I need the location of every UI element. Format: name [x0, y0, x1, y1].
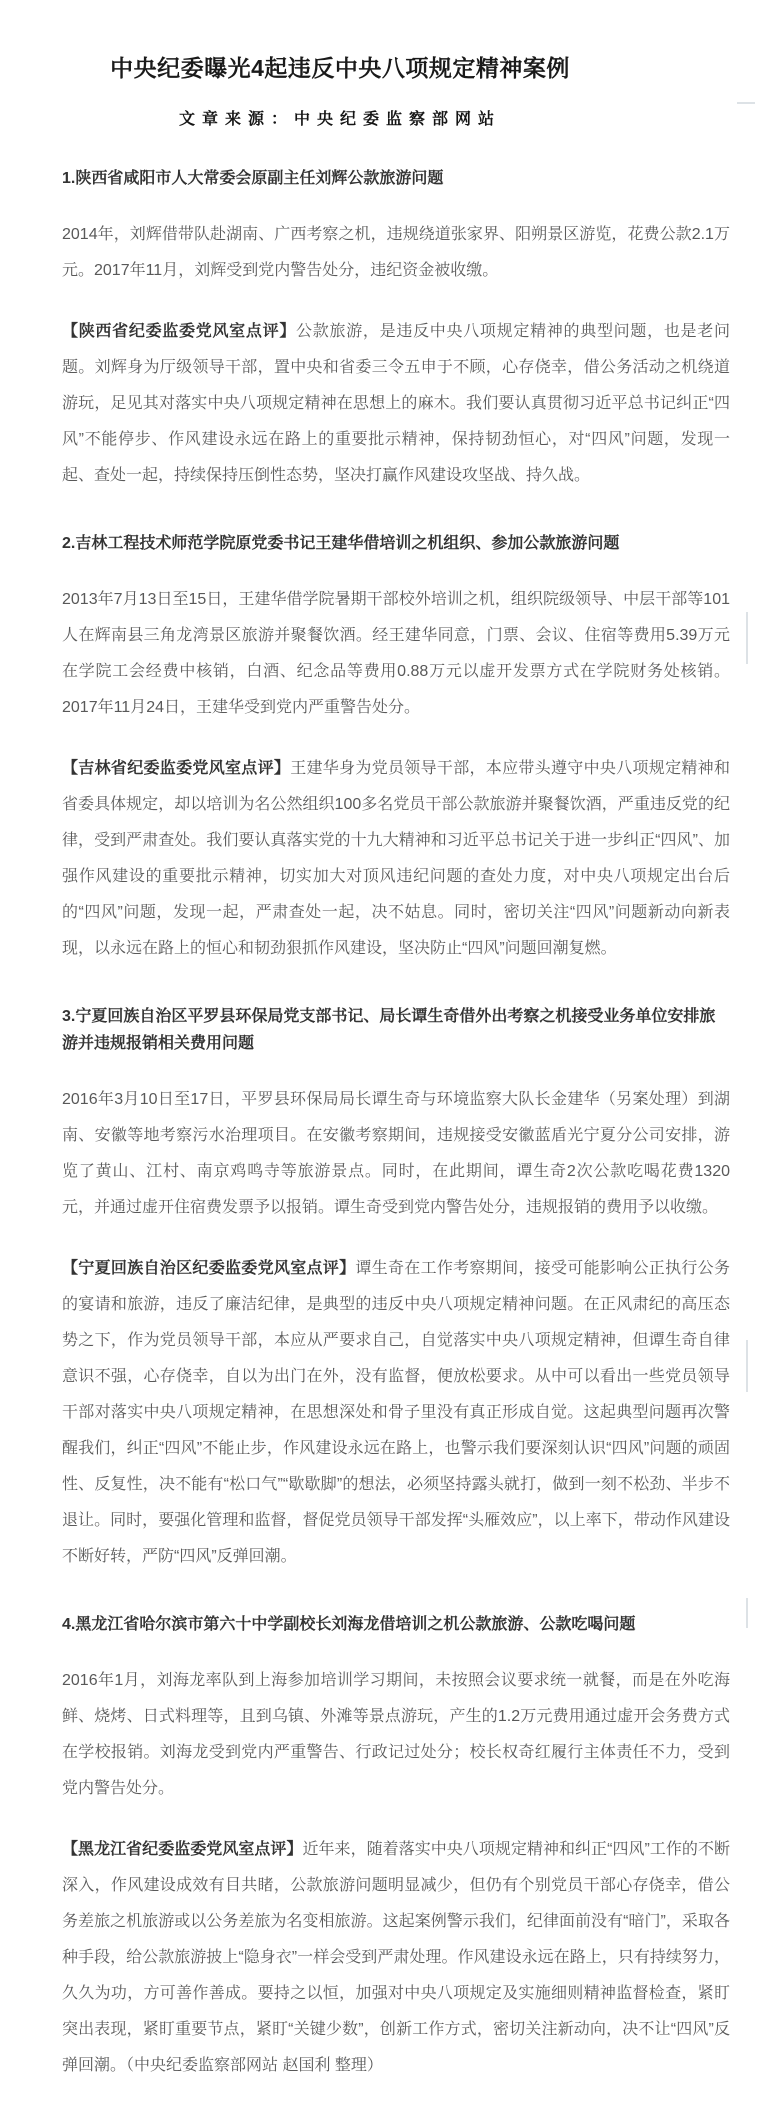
edge-artifact	[746, 612, 748, 664]
section-1-comment-label: 【陕西省纪委监委党风室点评】	[62, 323, 297, 340]
article-source: 文章来源：中央纪委监察部网站	[178, 109, 501, 128]
section-4-body: 2016年1月，刘海龙率队到上海参加培训学习期间，未按照会议要求统一就餐，而是在外吃海鲜、烧烤、日式料理等，且到乌镇、外滩等景点游玩，产生的1.2万元费用通过虚开会务费方式在学校报销。刘海龙受到党内严重警告、行政记过处分；校长权奇红履行主体责任不力，受到党内警告处分。	[62, 1672, 730, 1797]
section-2-comment	[62, 751, 730, 967]
section-2-heading: 2.吉林工程技术师范学院原党委书记王建华借培训之机组织、参加公款旅游问题	[62, 535, 620, 552]
section-4-comment-label: 【黑龙江省纪委监委党风室点评】	[62, 1841, 303, 1858]
edge-artifact	[737, 102, 755, 104]
section-4-comment-text: 近年来，随着落实中央八项规定精神和纠正“四风”工作的不断深入，作风建设成效有目共睹，公款旅游问题明显减少，但仍有个别党员干部心存侥幸，借公务差旅之机旅游或以公务差旅为名变相旅游。这起案例警示我们，纪律面前没有“暗门”，采取各种手段，给公款旅游披上“隐身衣”一样会受到严肃处理。作风建设永远在路上，只有持续努力，久久为功，方可善作善成。要持之以恒，加强对中央八项规定及实施细则精神监督检查，紧盯突出表现，紧盯重要节点，紧盯“关键少数”，创新工作方式，密切关注新动向，决不让“四风”反弹回潮。（中央纪委监察部网站 赵国利 整理）	[62, 1841, 730, 2074]
edge-artifact	[746, 1340, 748, 1392]
section-3-heading: 3.宁夏回族自治区平罗县环保局党支部书记、局长谭生奇借外出考察之机接受业务单位安排旅游并违规报销相关费用问题	[62, 1008, 716, 1052]
section-1-comment-text: 公款旅游，是违反中央八项规定精神的典型问题，也是老问题。刘辉身为厅级领导干部，置中央和省委三令五申于不顾，心存侥幸，借公务活动之机绕道游玩，足见其对落实中央八项规定精神在思想上的麻木。我们要认真贯彻习近平总书记纠正“四风”不能停步、作风建设永远在路上的重要批示精神，保持韧劲恒心，对“四风”问题，发现一起、查处一起，持续保持压倒性态势，坚决打赢作风建设攻坚战、持久战。	[62, 323, 730, 484]
section-2-body: 2013年7月13日至15日，王建华借学院暑期干部校外培训之机，组织院级领导、中层干部等101人在辉南县三角龙湾景区旅游并聚餐饮酒。经王建华同意，门票、会议、住宿等费用5.39万元在学院工会经费中核销，白酒、纪念品等费用0.88万元以虚开发票方式在学院财务处核销。2017年11月24日，王建华受到党内严重警告处分。	[62, 591, 730, 716]
section-3-body: 2016年3月10日至17日，平罗县环保局局长谭生奇与环境监察大队长金建华（另案处理）到湖南、安徽等地考察污水治理项目。在安徽考察期间，违规接受安徽蓝盾光宁夏分公司安排，游览了黄山、江村、南京鸡鸣寺等旅游景点。同时，在此期间，谭生奇2次公款吃喝花费1320元，并通过虚开住宿费发票予以报销。谭生奇受到党内警告处分，违规报销的费用予以收缴。	[62, 1091, 730, 1216]
section-3-comment-label: 【宁夏回族自治区纪委监委党风室点评】	[62, 1260, 356, 1277]
section-2-comment-label: 【吉林省纪委监委党风室点评】	[62, 760, 291, 777]
section-3-comment	[62, 1251, 730, 1575]
section-3-comment-text: 谭生奇在工作考察期间，接受可能影响公正执行公务的宴请和旅游，违反了廉洁纪律，是典型的违反中央八项规定精神问题。在正风肃纪的高压态势之下，作为党员领导干部，本应从严要求自己，自觉落实中央八项规定精神，但谭生奇自律意识不强，心存侥幸，自以为出门在外，没有监督，便放松要求。从中可以看出一些党员领导干部对落实中央八项规定精神，在思想深处和骨子里没有真正形成自觉。这起典型问题再次警醒我们，纠正“四风”不能止步，作风建设永远在路上，也警示我们要深刻认识“四风”问题的顽固性、反复性，决不能有“松口气”“歇歇脚”的想法，必须坚持露头就打，做到一刻不松劲、半步不退让。同时，要强化管理和监督，督促党员领导干部发挥“头雁效应”，以上率下，带动作风建设不断好转，严防“四风”反弹回潮。	[62, 1260, 730, 1565]
edge-artifact	[746, 1598, 748, 1628]
title-block	[62, 52, 618, 129]
section-1-body: 2014年，刘辉借带队赴湖南、广西考察之机，违规绕道张家界、阳朔景区游览，花费公款2.1万元。2017年11月，刘辉受到党内警告处分，违纪资金被收缴。	[62, 226, 730, 279]
page-title: 中央纪委曝光4起违反中央八项规定精神案例	[110, 55, 570, 81]
section-1-heading: 1.陕西省咸阳市人大常委会原副主任刘辉公款旅游问题	[62, 170, 444, 187]
section-4-comment	[62, 1832, 730, 2084]
section-2-comment-text: 王建华身为党员领导干部，本应带头遵守中央八项规定精神和省委具体规定，却以培训为名公然组织100多名党员干部公款旅游并聚餐饮酒，严重违反党的纪律，受到严肃查处。我们要认真落实党的十九大精神和习近平总书记关于进一步纠正“四风”、加强作风建设的重要批示精神，切实加大对顶风违纪问题的查处力度，对中央八项规定出台后的“四风”问题，发现一起，严肃查处一起，决不姑息。同时，密切关注“四风”问题新动向新表现，以永远在路上的恒心和韧劲狠抓作风建设，坚决防止“四风”问题回潮复燃。	[62, 760, 730, 957]
section-1-comment	[62, 314, 730, 494]
section-4-heading: 4.黑龙江省哈尔滨市第六十中学副校长刘海龙借培训之机公款旅游、公款吃喝问题	[62, 1616, 636, 1633]
